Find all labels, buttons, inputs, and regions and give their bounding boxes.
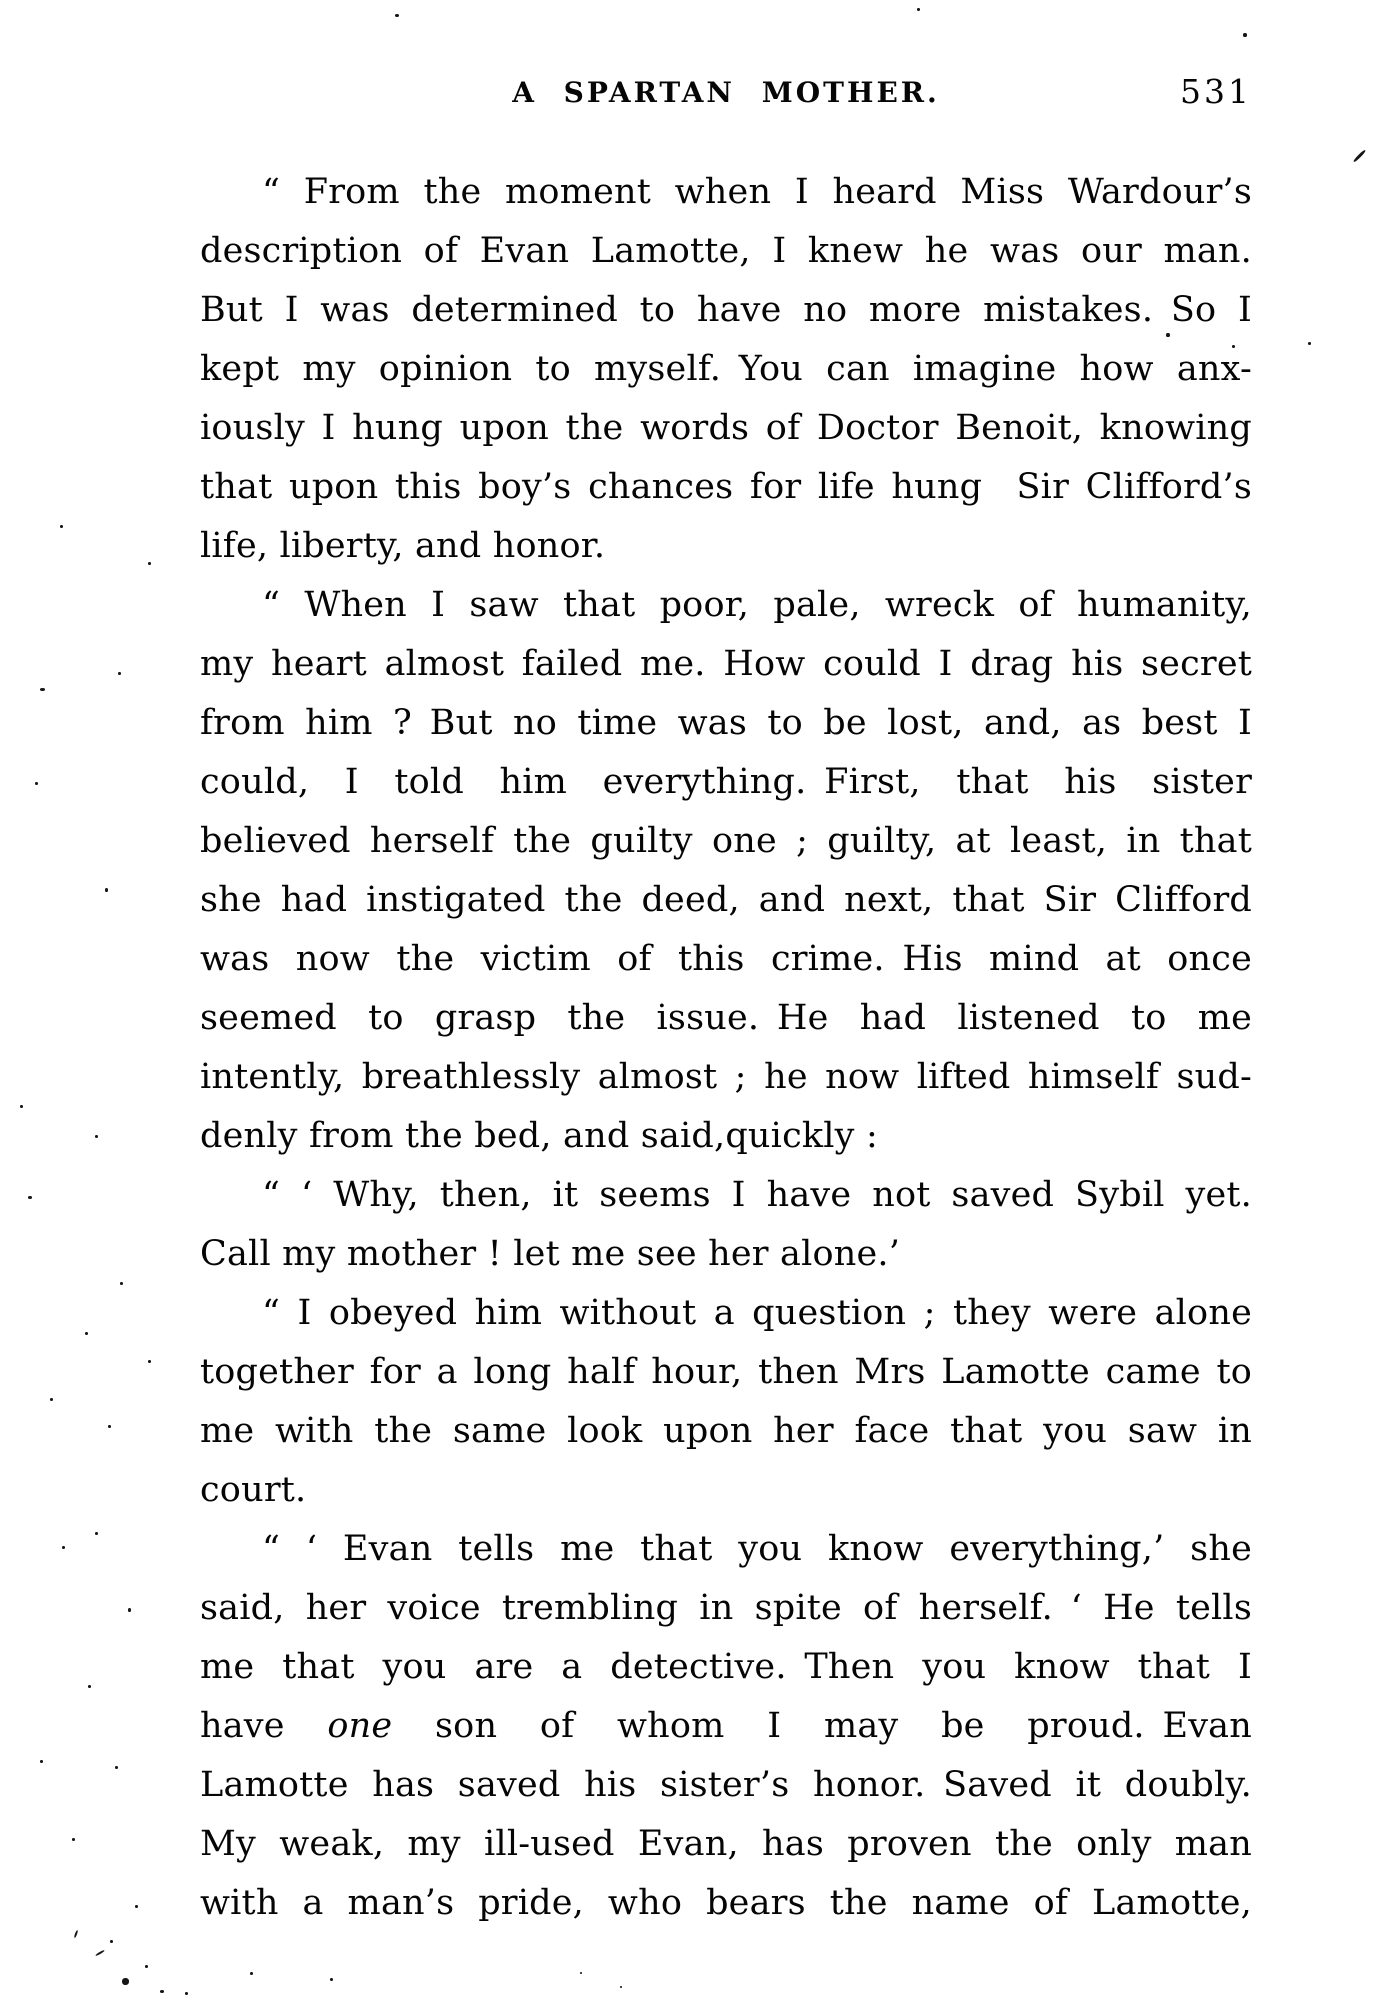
scan-speckle (1308, 342, 1311, 345)
text-line: court. (200, 1470, 307, 1510)
scan-speckle (62, 1546, 65, 1549)
text-line: me with the same look upon her face that you saw in (200, 1411, 1252, 1451)
page-header (200, 74, 1252, 118)
scan-speckle (580, 1972, 582, 1974)
text-line: But I was determined to have no more mistakes. So I (200, 290, 1252, 330)
text-line: that upon this boy’s chances for life hung Sir Clifford’s (200, 467, 1252, 507)
text-line: have one son of whom I may be proud. Evan (200, 1706, 1252, 1746)
scan-speckle (122, 1978, 129, 1985)
scan-speckle (1166, 333, 1170, 337)
text-line: together for a long half hour, then Mrs Lamotte came to (200, 1352, 1252, 1392)
scan-speckle (20, 1105, 23, 1108)
text-line: iously I hung upon the words of Doctor Benoit, knowing (200, 408, 1252, 448)
scan-speckle (95, 1532, 98, 1535)
running-title: A SPARTAN MOTHER. (512, 76, 940, 109)
text-line: seemed to grasp the issue. He had listened to me (200, 998, 1252, 1038)
text-line: Call my mother ! let me see her alone.’ (200, 1234, 901, 1274)
scan-speckle (40, 1760, 43, 1763)
text-line: from him ? But no time was to be lost, and, as best I (200, 703, 1252, 743)
scan-speckle (120, 1282, 123, 1285)
scan-speckle (1243, 33, 1247, 37)
scan-speckle (105, 888, 108, 892)
paragraph (200, 1284, 1252, 1520)
text-line: believed herself the guilty one ; guilty, at least, in that (200, 821, 1252, 861)
scan-speckle (28, 1196, 32, 1199)
scan-speckle (35, 782, 38, 785)
text-line: denly from the bed, and said,quickly : (200, 1116, 878, 1156)
paragraph (200, 1520, 1252, 1933)
text-line: she had instigated the deed, and next, that Sir Clifford (200, 880, 1252, 920)
scan-speckle (917, 8, 920, 11)
scan-speckle (60, 525, 63, 528)
scan-speckle (1353, 149, 1366, 162)
scan-speckle (620, 1986, 622, 1988)
text-line: Lamotte has saved his sister’s honor. Saved it doubly. (200, 1765, 1252, 1805)
text-line: could, I told him everything. First, that his sister (200, 762, 1252, 802)
text-line: “ When I saw that poor, pale, wreck of humanity, (262, 585, 1252, 625)
text-line: “ ‘ Evan tells me that you know everything,’ she (262, 1529, 1252, 1569)
scan-speckle (145, 1965, 148, 1968)
text-line: “ I obeyed him without a question ; they were alone (262, 1293, 1252, 1333)
scan-speckle (185, 1992, 188, 1995)
text-line: “ From the moment when I heard Miss Wardour’s (262, 172, 1252, 212)
paragraph (200, 163, 1252, 576)
scan-speckle (118, 672, 121, 675)
scan-speckle (85, 1332, 88, 1335)
text-line: “ ‘ Why, then, it seems I have not saved Sybil yet. (262, 1175, 1252, 1215)
text-line: with a man’s pride, who bears the name of Lamotte, (200, 1883, 1252, 1923)
scan-speckle (148, 1360, 151, 1363)
text-line: me that you are a detective. Then you know that I (200, 1647, 1252, 1687)
scan-speckle (110, 1940, 113, 1943)
text-line: life, liberty, and honor. (200, 526, 606, 566)
text-line: description of Evan Lamotte, I knew he was our man. (200, 231, 1252, 271)
scan-speckle (395, 14, 399, 17)
text-line: my heart almost failed me. How could I drag his secret (200, 644, 1252, 684)
paragraph (200, 1166, 1252, 1284)
scan-speckle (72, 1838, 75, 1841)
scan-speckle (95, 1135, 98, 1138)
text-line: intently, breathlessly almost ; he now lifted himself sud- (200, 1057, 1252, 1097)
scan-speckle (74, 1930, 79, 1938)
scan-speckle (115, 1766, 118, 1769)
scan-speckle (160, 1990, 164, 1993)
scan-speckle (148, 562, 151, 565)
text-line: My weak, my ill-used Evan, has proven the only man (200, 1824, 1252, 1864)
text-line: was now the victim of this crime. His mind at once (200, 939, 1252, 979)
text-line: kept my opinion to myself. You can imagine how anx- (200, 349, 1252, 389)
scan-speckle (88, 1685, 91, 1688)
page-number: 531 (1180, 72, 1252, 111)
scan-speckle (330, 1978, 333, 1981)
paragraph (200, 576, 1252, 1166)
scan-speckle (135, 1905, 138, 1908)
scan-speckle (1232, 345, 1235, 348)
scan-speckle (50, 1398, 53, 1401)
scan-speckle (95, 1950, 105, 1957)
text-line: said, her voice trembling in spite of herself. ‘ He tells (200, 1588, 1252, 1628)
body-text (200, 163, 1252, 1933)
scan-speckle (40, 688, 45, 691)
scan-speckle (250, 1972, 253, 1975)
scan-speckle (108, 1425, 111, 1428)
scan-speckle (128, 1608, 131, 1612)
